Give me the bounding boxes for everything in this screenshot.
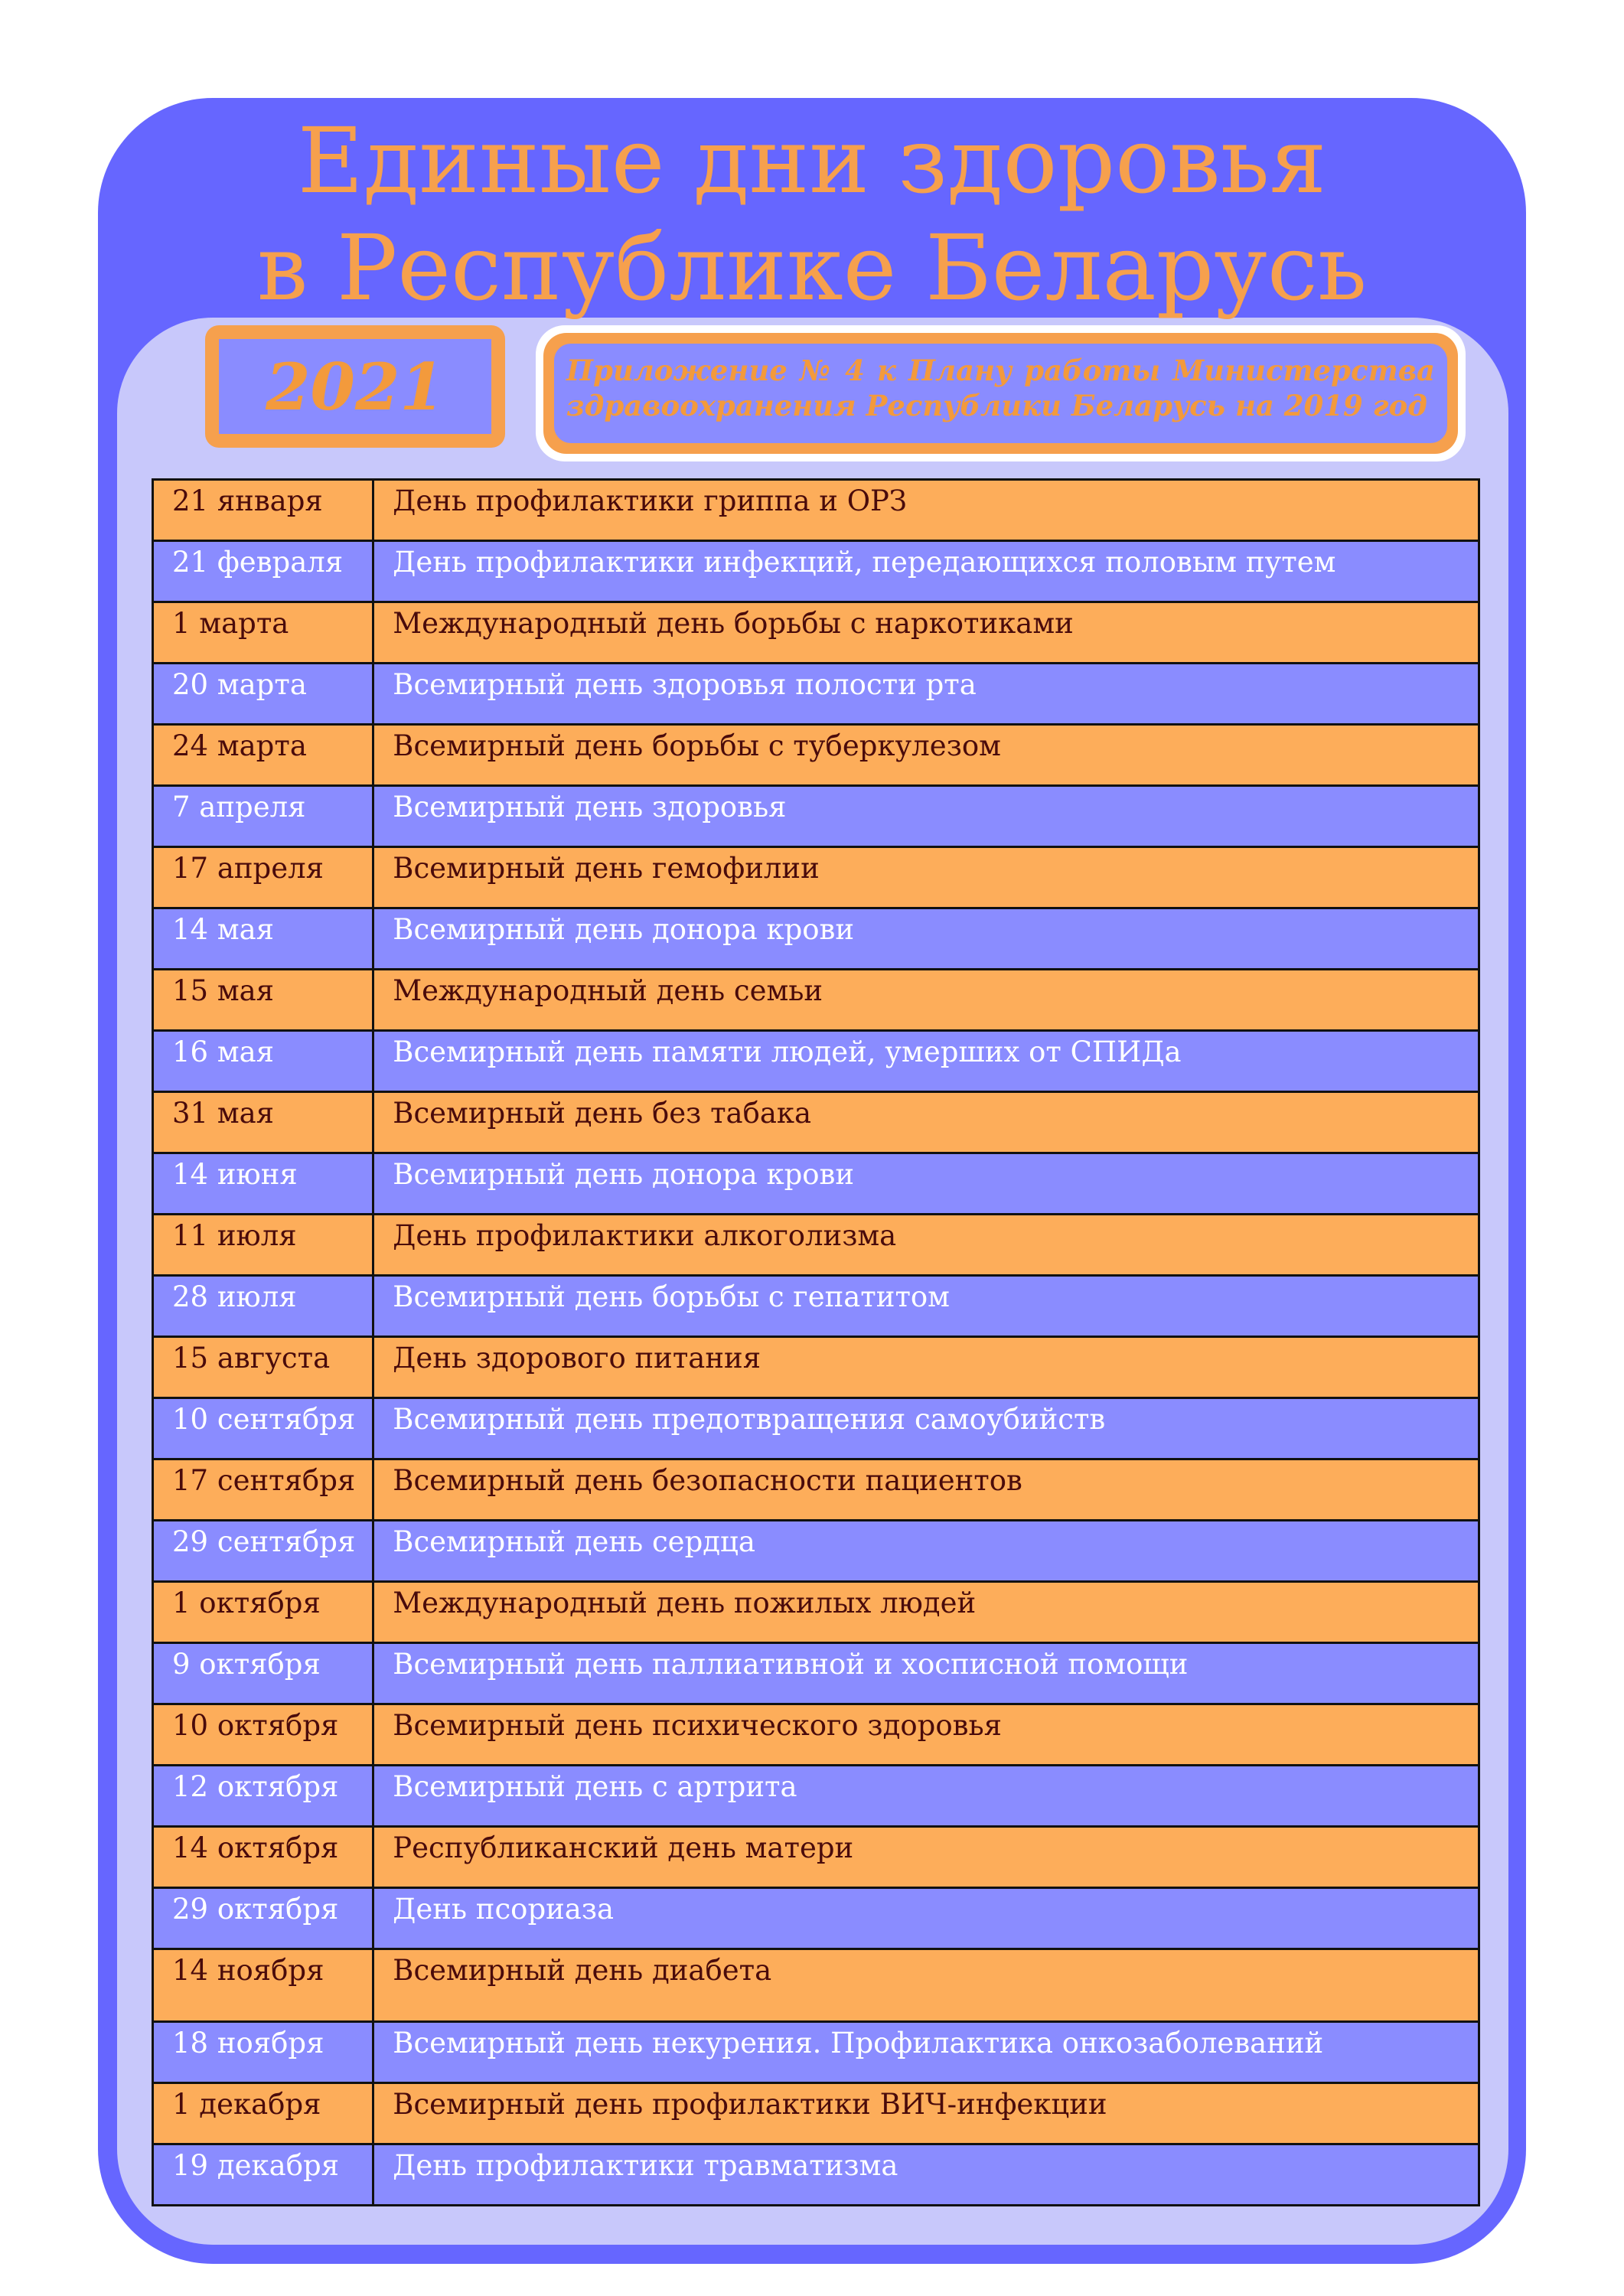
table-row	[153, 1949, 1479, 2022]
date-cell: 7 апреля	[153, 786, 373, 847]
table-row	[153, 970, 1479, 1031]
date-cell: 15 мая	[153, 970, 373, 1031]
event-cell: Всемирный день сердца	[373, 1521, 1479, 1582]
event-cell: Всемирный день профилактики ВИЧ-инфекции	[373, 2083, 1479, 2144]
table-row	[153, 725, 1479, 786]
title-line-1: Единые дни здоровья	[297, 108, 1327, 214]
table-row	[153, 2083, 1479, 2144]
date-cell: 10 сентября	[153, 1398, 373, 1459]
table-row	[153, 1643, 1479, 1704]
year-badge	[205, 325, 505, 448]
table-row	[153, 2022, 1479, 2083]
table-row	[153, 1337, 1479, 1398]
date-cell: 21 февраля	[153, 541, 373, 602]
appendix-note	[536, 325, 1466, 461]
event-cell: Международный день пожилых людей	[373, 1582, 1479, 1643]
table-row	[153, 541, 1479, 602]
event-cell: Всемирный день безопасности пациентов	[373, 1459, 1479, 1521]
event-cell: Всемирный день диабета	[373, 1949, 1479, 2022]
date-cell: 14 мая	[153, 908, 373, 970]
table-row	[153, 1888, 1479, 1949]
date-cell: 14 июня	[153, 1153, 373, 1215]
date-cell: 14 ноября	[153, 1949, 373, 2022]
date-cell: 15 августа	[153, 1337, 373, 1398]
date-cell: 17 апреля	[153, 847, 373, 908]
event-cell: День профилактики алкоголизма	[373, 1215, 1479, 1276]
date-cell: 29 сентября	[153, 1521, 373, 1582]
date-cell: 24 марта	[153, 725, 373, 786]
event-cell: Всемирный день гемофилии	[373, 847, 1479, 908]
event-cell: Всемирный день здоровья	[373, 786, 1479, 847]
event-cell: День профилактики травматизма	[373, 2144, 1479, 2206]
event-cell: Всемирный день без табака	[373, 1092, 1479, 1153]
event-cell: Международный день борьбы с наркотиками	[373, 602, 1479, 664]
date-cell: 20 марта	[153, 664, 373, 725]
event-cell: Всемирный день донора крови	[373, 1153, 1479, 1215]
event-cell: Всемирный день донора крови	[373, 908, 1479, 970]
date-cell: 14 октября	[153, 1827, 373, 1888]
table-row	[153, 1215, 1479, 1276]
event-cell: Всемирный день памяти людей, умерших от СПИДа	[373, 1031, 1479, 1092]
event-cell: Всемирный день некурения. Профилактика онкозаболеваний	[373, 2022, 1479, 2083]
table-row	[153, 847, 1479, 908]
event-cell: Всемирный день здоровья полости рта	[373, 664, 1479, 725]
date-cell: 28 июля	[153, 1276, 373, 1337]
page-title	[98, 107, 1526, 321]
event-cell: Всемирный день борьбы с гепатитом	[373, 1276, 1479, 1337]
event-cell: Всемирный день психического здоровья	[373, 1704, 1479, 1766]
table-row	[153, 2144, 1479, 2206]
table-row	[153, 664, 1479, 725]
date-cell: 11 июля	[153, 1215, 373, 1276]
table-row	[153, 1827, 1479, 1888]
date-cell: 17 сентября	[153, 1459, 373, 1521]
event-cell: Всемирный день борьбы с туберкулезом	[373, 725, 1479, 786]
date-cell: 1 марта	[153, 602, 373, 664]
event-cell: Всемирный день предотвращения самоубийств	[373, 1398, 1479, 1459]
table-row	[153, 1704, 1479, 1766]
date-cell: 10 октября	[153, 1704, 373, 1766]
date-cell: 19 декабря	[153, 2144, 373, 2206]
table-row	[153, 1031, 1479, 1092]
table-row	[153, 480, 1479, 541]
date-cell: 21 января	[153, 480, 373, 541]
date-cell: 18 ноября	[153, 2022, 373, 2083]
year-text: 2021	[219, 339, 491, 434]
health-days-table	[152, 478, 1480, 2206]
table-row	[153, 1092, 1479, 1153]
date-cell: 16 мая	[153, 1031, 373, 1092]
date-cell: 1 октября	[153, 1582, 373, 1643]
event-cell: Всемирный день с артрита	[373, 1766, 1479, 1827]
title-line-2: в Республике Беларусь	[256, 215, 1368, 321]
table-row	[153, 1766, 1479, 1827]
table-row	[153, 1153, 1479, 1215]
table-row	[153, 908, 1479, 970]
event-cell: День здорового питания	[373, 1337, 1479, 1398]
event-cell: Всемирный день паллиативной и хосписной помощи	[373, 1643, 1479, 1704]
event-cell: Республиканский день матери	[373, 1827, 1479, 1888]
date-cell: 9 октября	[153, 1643, 373, 1704]
event-cell: День профилактики инфекций, передающихся половым путем	[373, 541, 1479, 602]
event-cell: День профилактики гриппа и ОРЗ	[373, 480, 1479, 541]
date-cell: 31 мая	[153, 1092, 373, 1153]
table-row	[153, 786, 1479, 847]
date-cell: 12 октября	[153, 1766, 373, 1827]
date-cell: 1 декабря	[153, 2083, 373, 2144]
table-row	[153, 1459, 1479, 1521]
appendix-note-frame	[543, 333, 1458, 454]
table-row	[153, 1521, 1479, 1582]
event-cell: Международный день семьи	[373, 970, 1479, 1031]
event-cell: День псориаза	[373, 1888, 1479, 1949]
table-row	[153, 1582, 1479, 1643]
table-row	[153, 602, 1479, 664]
table-row	[153, 1276, 1479, 1337]
health-days-table-body	[153, 480, 1479, 2206]
appendix-note-text: Приложение № 4 к Плану работы Министерства здравоохранения Республики Беларусь на 2019 год	[554, 344, 1447, 443]
table-row	[153, 1398, 1479, 1459]
date-cell: 29 октября	[153, 1888, 373, 1949]
